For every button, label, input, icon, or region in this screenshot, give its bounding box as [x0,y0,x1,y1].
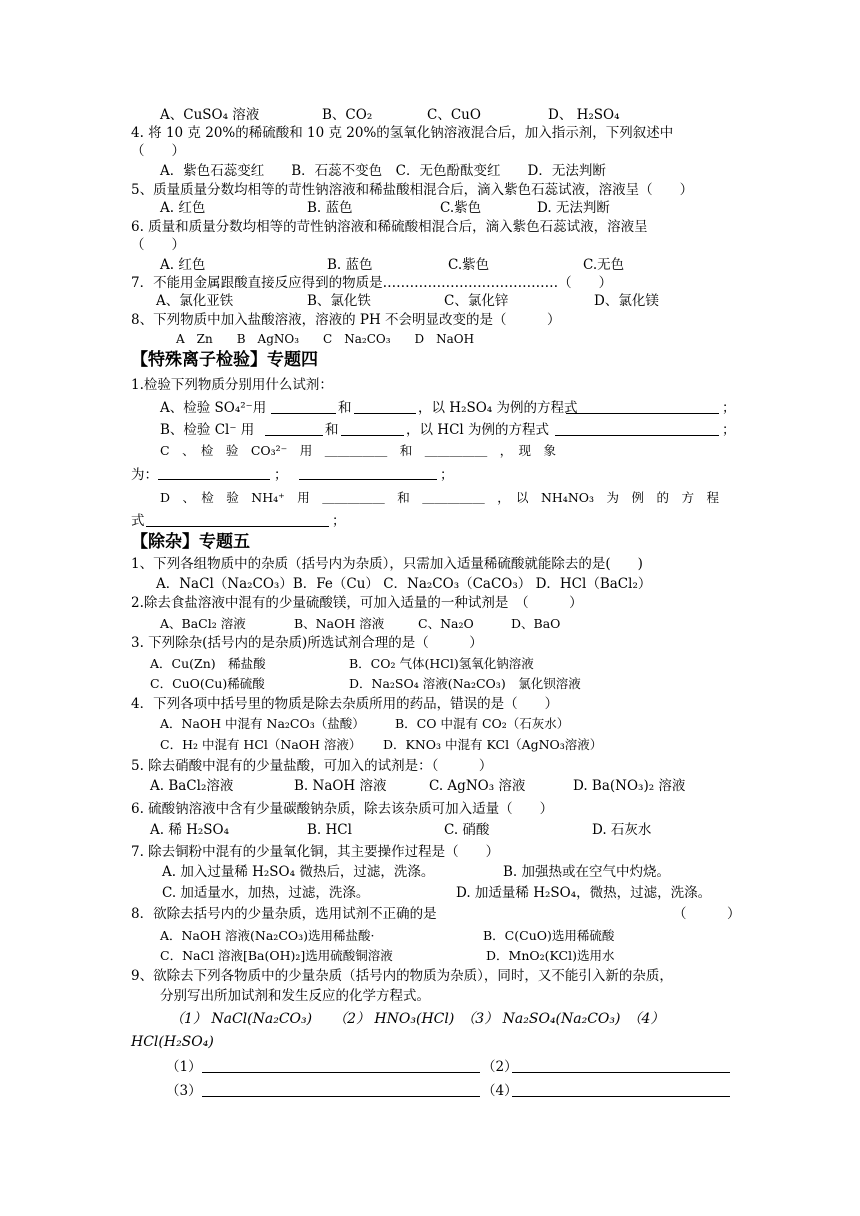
s5-q4-option-b: B．CO 中混有 CO₂（石灰水） [395,716,570,731]
s5-q8-option-a: A．NaOH 溶液(Na₂CO₃)选用稀盐酸· [160,928,375,943]
q4-paren: （ ） [131,143,185,159]
answer-line-3[interactable] [202,1096,480,1097]
q5-option-b: B. 蓝色 [307,200,353,216]
s5-q5-option-d: D. Ba(NO₃)₂ 溶液 [573,778,686,794]
s5-q8-text: 8．欲除去括号内的少量杂质，选用试剂不正确的是 [131,906,437,922]
s5-q4-text: 4．下列各项中括号里的物质是除去杂质所用的药品，错误的是（ ） [131,696,559,712]
s4-a-blank-2[interactable] [354,413,416,414]
s5-q5-option-c: C. AgNO₃ 溶液 [429,778,526,794]
s5-q6-option-b: B. HCl [307,822,352,838]
answer-label-4: （4） [482,1083,518,1099]
s4-a-blank-1[interactable] [271,413,336,414]
q7-option-b: B、氯化铁 [307,293,371,309]
s5-q1-options: A．NaCl（Na₂CO₃）B．Fe（Cu） C．Na₂CO₃（CaCO₃） D．HCl（BaCl₂） [156,576,652,592]
s5-q8-option-c: C．NaCl 溶液[Ba(OH)₂]选用硫酸铜溶液 [160,948,393,963]
s5-q8-option-d: D．MnO₂(KCl)选用水 [486,948,615,963]
q5-option-d: D. 无法判断 [537,200,610,216]
q3-option-b: B、CO₂ [322,107,373,123]
s4-a-equation-blank[interactable] [566,413,719,414]
s5-q7-option-b: B. 加强热或在空气中灼烧。 [503,864,671,880]
s5-q9-items: （1） NaCl(Na₂CO₃) （2） HNO₃(HCl) （3） Na₂SO₄(Na₂CO₃) （4） [170,1011,665,1027]
s5-q3-option-c: C．CuO(Cu)稀硫酸 [150,676,265,691]
s5-q4-option-a: A．NaOH 中混有 Na₂CO₃（盐酸） [160,716,365,731]
s4-c-blank-2[interactable] [299,479,437,480]
s4-q1-text: 1.检验下列物质分别用什么试剂： [131,377,333,393]
q3-option-d: D、 H₂SO₄ [548,107,620,123]
s5-q7-option-a: A. 加入过量稀 H₂SO₄ 微热后，过滤，洗涤。 [162,864,435,880]
s5-q7-option-d: D. 加适量稀 H₂SO₄，微热，过滤，洗涤。 [456,885,712,901]
s5-q9-text-2: 分别写出所加试剂和发生反应的化学方程式。 [160,988,430,1004]
answer-line-2[interactable] [512,1072,730,1073]
s5-q3-option-a: A．Cu(Zn) 稀盐酸 [150,656,266,671]
s5-q7-option-c: C. 加适量水，加热，过滤，洗涤。 [162,885,370,901]
answer-label-3: （3） [166,1083,202,1099]
q3-option-a: A、CuSO₄ 溶液 [160,107,260,123]
answer-label-2: （2） [482,1059,518,1075]
s4-b-prefix: B、检验 Cl⁻ 用 [160,422,255,438]
s5-q5-option-a: A. BaCl₂溶液 [150,778,234,794]
s5-q6-option-a: A. 稀 H₂SO₄ [150,822,230,838]
q7-text: 7．不能用金属跟酸直接反应得到的物质是…………………………………（ ） [131,275,613,291]
s4-d-line: D 、 检 验 NH₄⁺ 用 ＿＿＿＿＿ 和 ＿＿＿＿＿ ， 以 NH₄NO₃ 为 例 的 方 程 [160,490,720,505]
s5-q2-option-b: B、NaOH 溶液 [294,616,385,631]
section5-title: 【除杂】专题五 [131,532,250,552]
s5-q4-option-d: D．KNO₃ 中混有 KCl（AgNO₃溶液） [383,737,603,752]
s5-q7-text: 7. 除去铜粉中混有的少量氧化铜，其主要操作过程是（ ） [131,844,500,860]
s5-q3-option-b: B．CO₂ 气体(HCl)氢氧化钠溶液 [349,656,534,671]
s4-a-mid: 和 [338,400,352,416]
s5-q3-text: 3. 下列除杂(括号内的是杂质)所选试剂合理的是（ ） [131,635,483,651]
q8-options: A Zn B AgNO₃ C Na₂CO₃ D NaOH [176,332,475,346]
s4-a-end: ； [722,400,736,416]
q6-text: 6. 质量和质量分数均相等的苛性钠溶液和稀硫酸相混合后，滴入紫色石蕊试液，溶液呈 [131,219,648,235]
q6-option-a: A. 红色 [160,257,206,273]
s5-q2-option-d: D、BaO [511,616,561,631]
s5-q8-paren: （ ） [673,906,741,922]
q5-option-a: A. 红色 [160,200,206,216]
s5-q6-option-c: C. 硝酸 [444,822,490,838]
answer-label-1: （1） [166,1059,202,1075]
section4-title: 【特殊离子检验】专题四 [131,350,318,370]
s5-q2-option-a: A、BaCl₂ 溶液 [160,616,246,631]
s4-d-end: ； [332,513,346,529]
s5-q6-text: 6. 硫酸钠溶液中含有少量碳酸钠杂质，除去该杂质可加入适量（ ） [131,801,554,817]
s4-c-sep: ； [274,467,288,483]
s5-q1-text: 1、下列各组物质中的杂质（括号内为杂质），只需加入适量稀硫酸就能除去的是( ) [131,556,643,572]
s5-q5-text: 5. 除去硝酸中混有的少量盐酸，可加入的试剂是：（ ） [131,758,493,774]
q6-option-c: C.紫色 [448,257,490,273]
q7-option-c: C、氯化锌 [444,293,509,309]
q4-options: A．紫色石蕊变红 B．石蕊不变色 C．无色酚酞变红 D．无法判断 [160,163,606,179]
s4-d-equation-blank[interactable] [146,526,329,527]
q6-paren: （ ） [131,237,185,253]
answer-line-1[interactable] [202,1072,480,1073]
q7-option-a: A、氯化亚铁 [156,293,234,309]
s5-q9-items-2: HCl(H₂SO₄) [131,1034,214,1050]
q5-text: 5、质量质量分数均相等的苛性钠溶液和稀盐酸相混合后，滴入紫色石蕊试液，溶液呈（ ） [131,182,694,198]
q6-option-d: C.无色 [583,257,625,273]
q5-option-c: C.紫色 [440,200,482,216]
s4-c-end: ； [440,467,454,483]
s5-q6-option-d: D. 石灰水 [592,822,652,838]
s4-b-mid: 和 [325,422,339,438]
q8-text: 8、下列物质中加入盐酸溶液，溶液的 PH 不会明显改变的是（ ） [131,312,561,328]
s4-a-prefix: A、检验 SO₄²⁻用 [160,400,267,416]
s5-q3-option-d: D．Na₂SO₄ 溶液(Na₂CO₃) 氯化钡溶液 [349,676,581,691]
s4-c-line: C 、 检 验 CO₃²⁻ 用 ＿＿＿＿＿ 和 ＿＿＿＿＿ ， 现 象 [160,443,556,458]
s4-b-blank-2[interactable] [341,435,404,436]
q6-option-b: B. 蓝色 [327,257,373,273]
s5-q2-option-c: C、Na₂O [418,616,474,631]
q4-text: 4. 将 10 克 20%的稀硫酸和 10 克 20%的氢氧化钠溶液混合后，加入指示剂，下列叙述中 [131,125,674,141]
answer-line-4[interactable] [512,1096,730,1097]
s4-b-equation-blank[interactable] [555,435,719,436]
q3-option-c: C、CuO [427,107,481,123]
s4-c-prefix: 为： [131,467,158,483]
s4-b-end: ； [722,422,736,438]
s5-q9-text: 9、欲除去下列各物质中的少量杂质（括号内的物质为杂质），同时，又不能引入新的杂质， [131,968,673,984]
s4-a-post: ，以 H₂SO₄ 为例的方程式 [418,400,578,416]
s4-b-post: ，以 HCl 为例的方程式 [406,422,550,438]
s5-q8-option-b: B．C(CuO)选用稀硫酸 [483,928,615,943]
s5-q2-text: 2.除去食盐溶液中混有的少量硫酸镁，可加入适量的一种试剂是 （ ） [131,595,583,611]
s4-c-blank-1[interactable] [158,479,270,480]
s4-d-prefix: 式 [131,513,145,529]
s5-q4-option-c: C．H₂ 中混有 HCl（NaOH 溶液） [160,737,362,752]
q7-option-d: D、氯化镁 [594,293,659,309]
s4-b-blank-1[interactable] [265,435,323,436]
s5-q5-option-b: B. NaOH 溶液 [294,778,387,794]
